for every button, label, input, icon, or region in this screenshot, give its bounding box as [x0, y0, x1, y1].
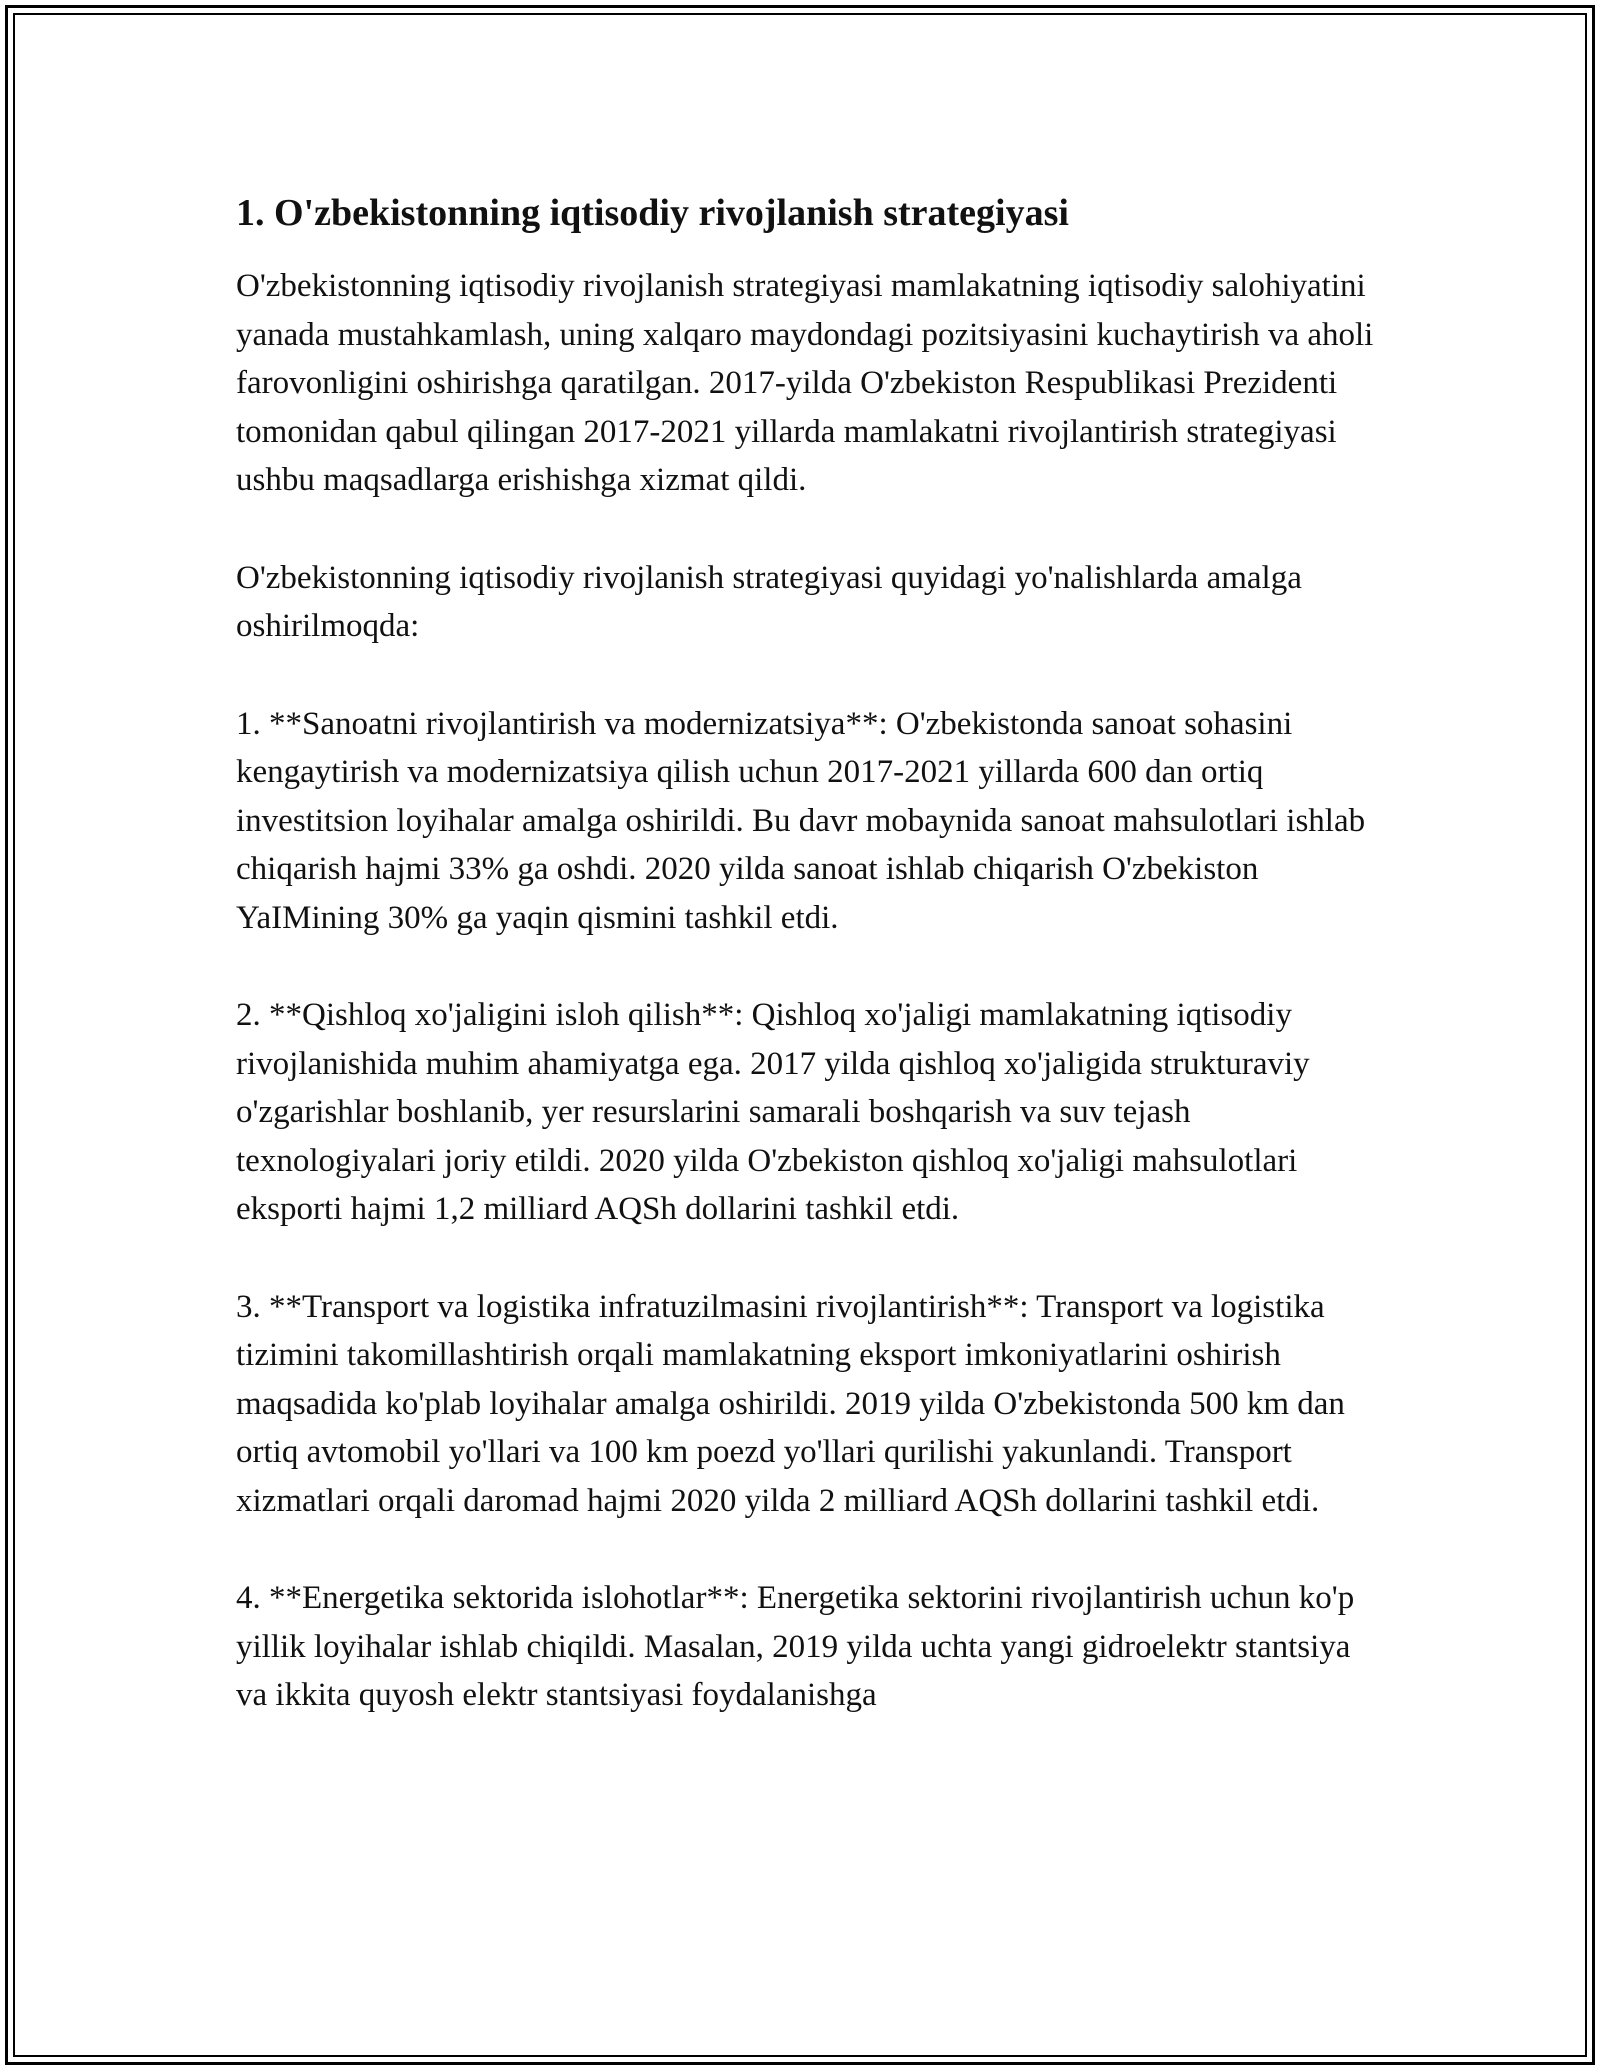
- document-body: [236, 184, 1376, 1769]
- paragraph-intro: O'zbekistonning iqtisodiy rivojlanish strategiyasi mamlakatning iqtisodiy salohiyatini yanada mustahkamlash, uning xalqaro maydondagi pozitsiyasini kuchaytirish va aholi farovonligini oshirishga qaratilgan. 2017-yilda O'zbekiston Respublikasi Prezidenti tomonidan qabul qilingan 2017-2021 yillarda mamlakatni rivojlantirish strategiyasi ushbu maqsadlarga erishishga xizmat qildi.: [236, 268, 1374, 498]
- paragraph-industry: 1. **Sanoatni rivojlantirish va modernizatsiya**: O'zbekistonda sanoat sohasini kengaytirish va modernizatsiya qilish uchun 2017-2021 yillarda 600 dan ortiq investitsion loyihalar amalga oshirildi. Bu davr mobaynida sanoat mahsulotlari ishlab chiqarish hajmi 33% ga oshdi. 2020 yilda sanoat ishlab chiqarish O'zbekiston YaIMining 30% ga yaqin qismini tashkil etdi.: [236, 705, 1366, 936]
- paragraph-transport: 3. **Transport va logistika infratuzilmasini rivojlantirish**: Transport va logistika tizimini takomillashtirish orqali mamlakatning eksport imkoniyatlarini oshirish maqsadida ko'plab loyihalar amalga oshirildi. 2019 yilda O'zbekistonda 500 km dan ortiq avtomobil yo'llari va 100 km poezd yo'llari qurilishi yakunlandi. Transport xizmatlari orqali daromad hajmi 2020 yilda 2 milliard AQSh dollarini tashkil etdi.: [236, 1288, 1345, 1519]
- section-title: 1. O'zbekistonning iqtisodiy rivojlanish strategiyasi: [236, 192, 1069, 234]
- paragraph-energy: 4. **Energetika sektorida islohotlar**: Energetika sektorini rivojlantirish uchun ko'p yillik loyihalar ishlab chiqildi. Masalan, 2019 yilda uchta yangi gidroelektr stantsiya va ikkita quyosh elektr stantsiyasi foydalanishga: [236, 1580, 1355, 1713]
- paragraph-agriculture: 2. **Qishloq xo'jaligini isloh qilish**: Qishloq xo'jaligi mamlakatning iqtisodiy rivojlanishida muhim ahamiyatga ega. 2017 yilda qishloq xo'jaligida strukturaviy o'zgarishlar boshlanib, yer resurslarini samarali boshqarish va suv tejash texnologiyalari joriy etildi. 2020 yilda O'zbekiston qishloq xo'jaligi mahsulotlari eksporti hajmi 1,2 milliard AQSh dollarini tashkil etdi.: [236, 997, 1310, 1227]
- paragraph-directions: O'zbekistonning iqtisodiy rivojlanish strategiyasi quyidagi yo'nalishlarda amalga oshirilmoqda:: [236, 559, 1302, 644]
